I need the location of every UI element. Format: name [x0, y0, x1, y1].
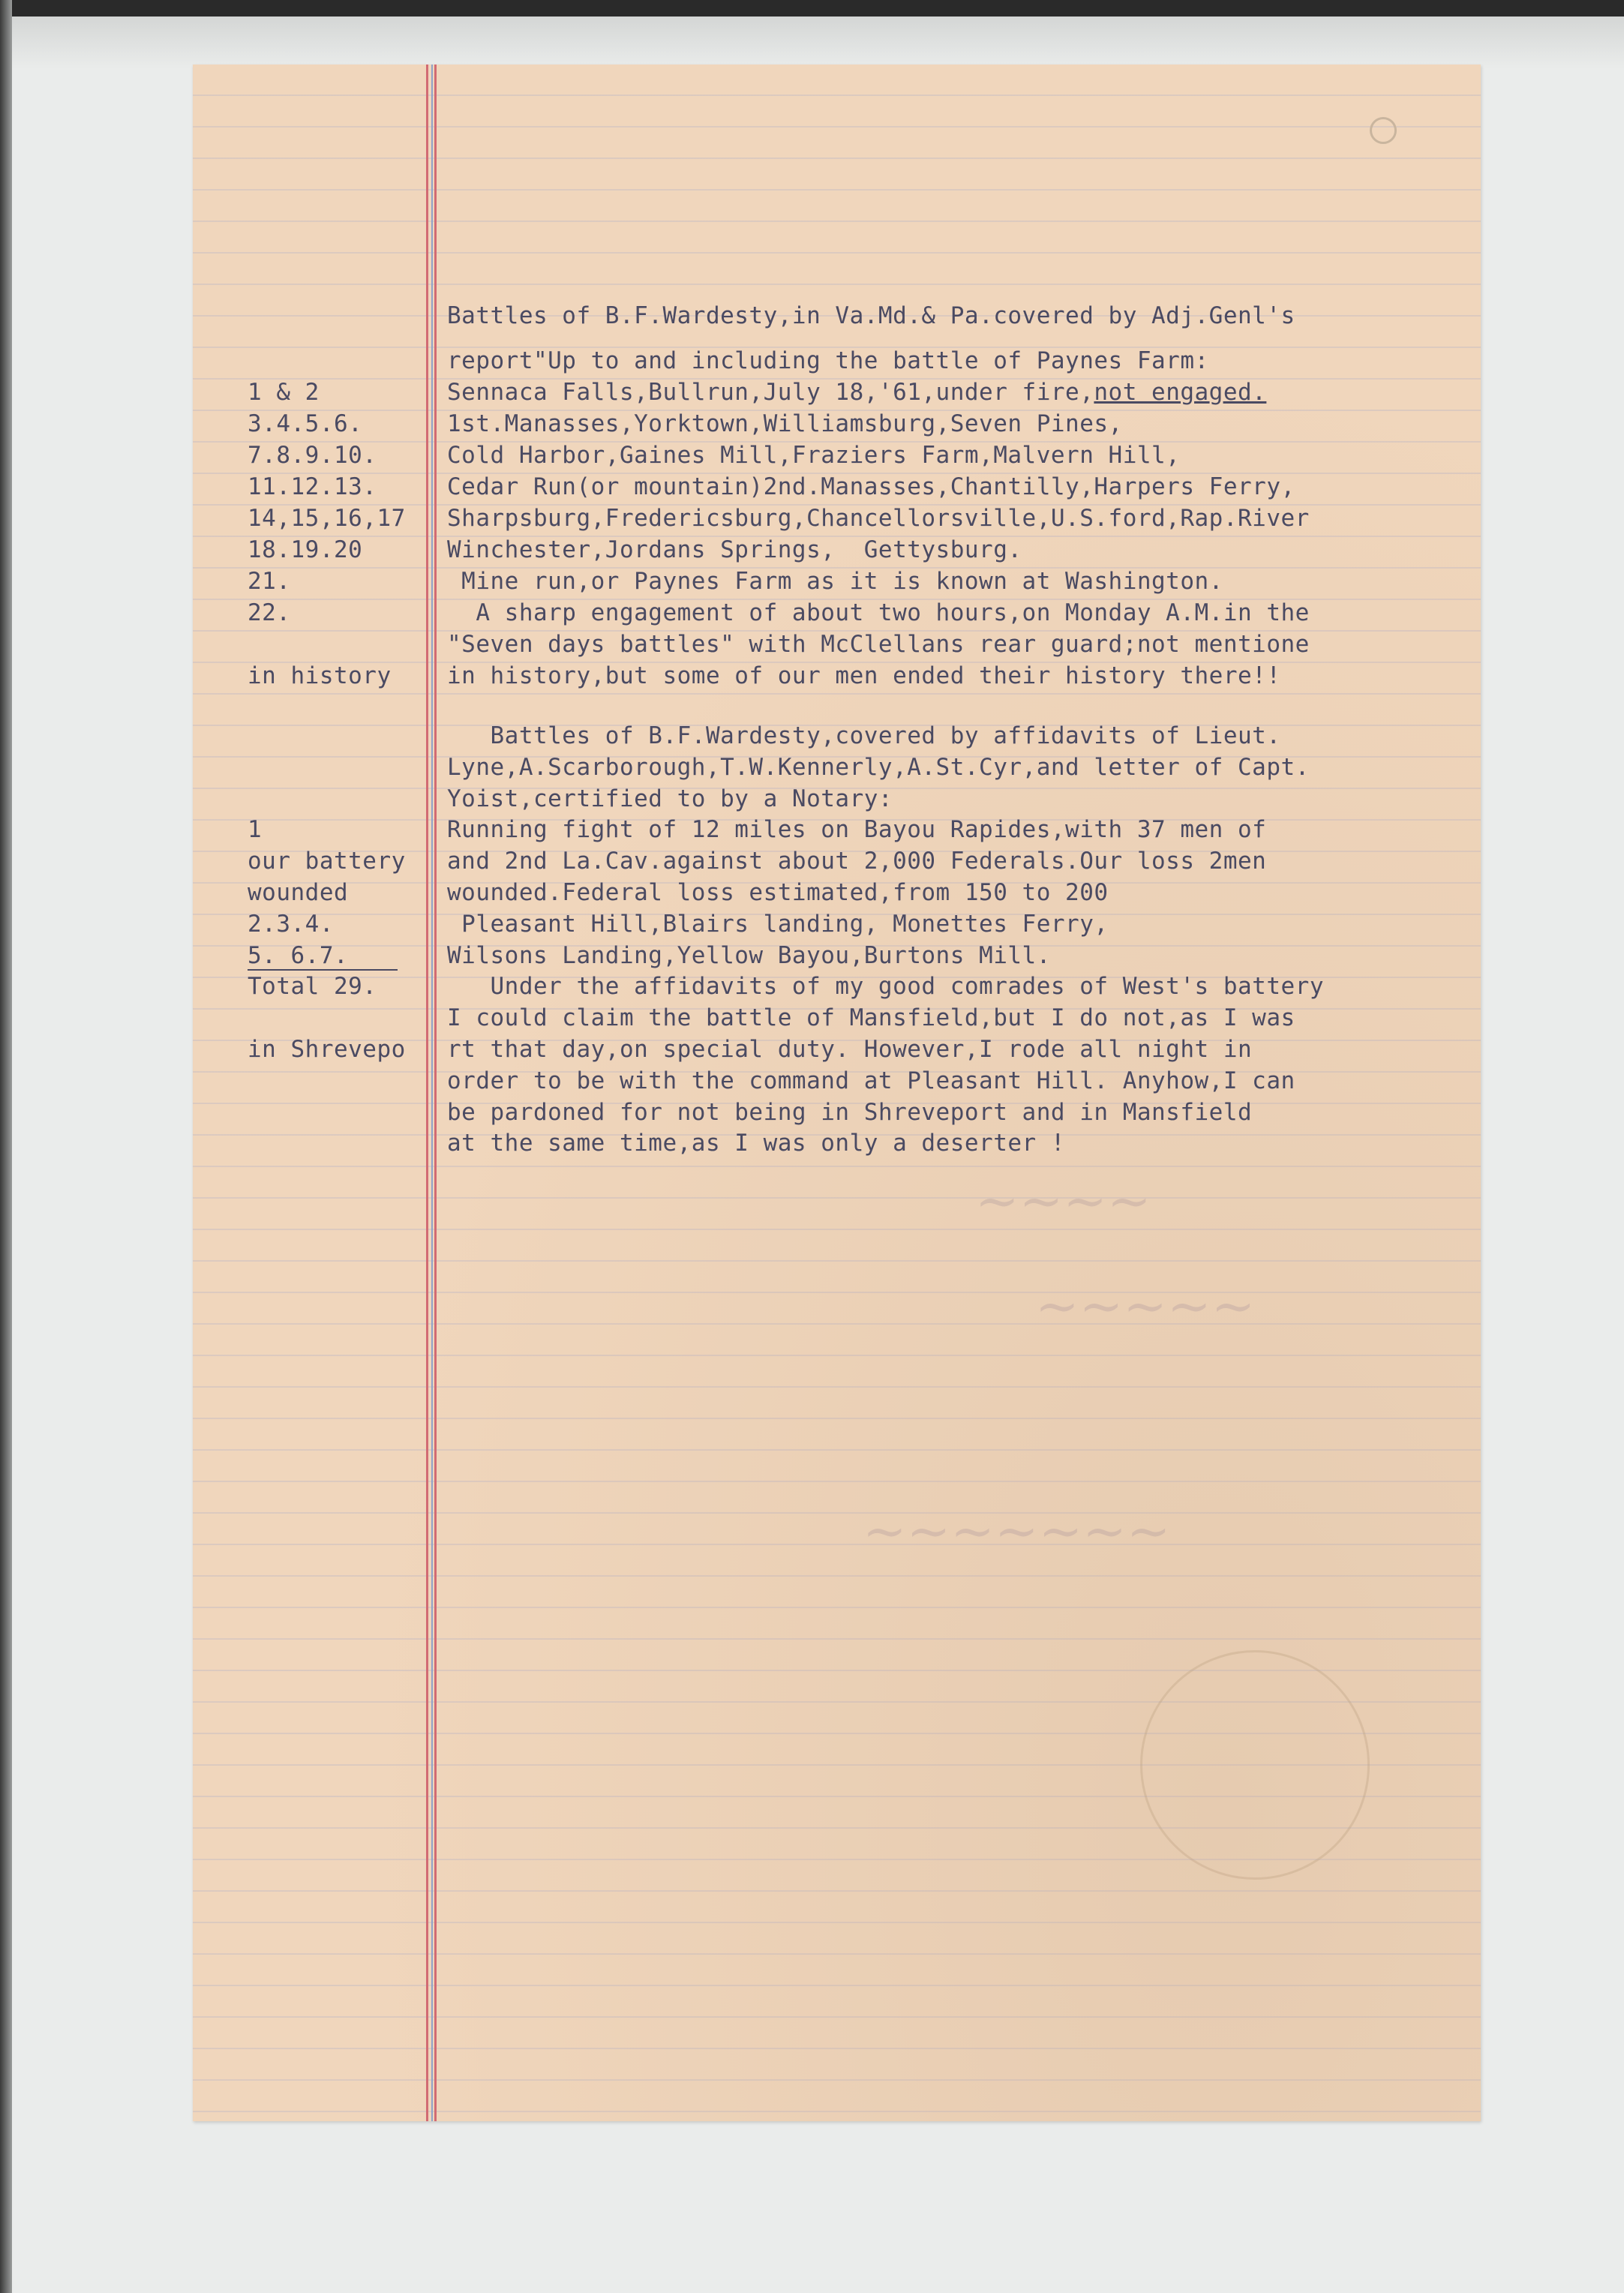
margin-note: 11.12.13. [248, 473, 377, 500]
total-underline [248, 969, 398, 971]
typed-line: Winchester,Jordans Springs, Gettysburg. [447, 536, 1022, 563]
margin-note: 1 & 2 [248, 379, 320, 406]
bleed-through-handwriting: ~~~~~~~ [863, 1500, 1171, 1562]
typed-line: A sharp engagement of about two hours,on Monday A.M.in the [447, 599, 1310, 626]
typed-line: Yoist,certified to by a Notary: [447, 785, 893, 812]
margin-note: 14,15,16,17 [248, 505, 406, 532]
scanner-shadow [12, 17, 1624, 69]
typed-line: I could claim the battle of Mansfield,but I do not,as I was [447, 1004, 1295, 1032]
typed-line: rt that day,on special duty. However,I rode all night in [447, 1036, 1253, 1063]
typed-line: Battles of B.F.Wardesty,covered by affidavits of Lieut. [447, 722, 1281, 749]
typed-line: Cedar Run(or mountain)2nd.Manasses,Chantilly,Harpers Ferry, [447, 473, 1295, 500]
punch-hole [1370, 117, 1397, 144]
typed-line: Cold Harbor,Gaines Mill,Fraziers Farm,Malvern Hill, [447, 442, 1181, 469]
typed-line: "Seven days battles" with McClellans rear guard;not mentione [447, 631, 1310, 658]
underlined-text: not engaged. [1094, 379, 1267, 406]
bleed-through-handwriting: ~~~~~ [1035, 1275, 1256, 1337]
margin-note: 7.8.9.10. [248, 442, 377, 469]
scanner-top-edge [0, 0, 1624, 17]
typed-line: Pleasant Hill,Blairs landing, Monettes Ferry, [447, 910, 1109, 938]
margin-note: in Shrevepo [248, 1036, 406, 1063]
margin-note: 1 [248, 816, 263, 844]
margin-note: our battery [248, 848, 406, 875]
typed-line: 1st.Manasses,Yorktown,Williamsburg,Seven Pines, [447, 410, 1123, 437]
typed-line: Sharpsburg,Fredericsburg,Chancellorsville,U.S.ford,Rap.River [447, 505, 1310, 532]
typed-line: order to be with the command at Pleasant Hill. Anyhow,I can [447, 1067, 1295, 1094]
typed-line: and 2nd La.Cav.against about 2,000 Federals.Our loss 2men [447, 848, 1267, 875]
typed-line: Wilsons Landing,Yellow Bayou,Burtons Mill. [447, 941, 1051, 969]
margin-note: wounded [248, 879, 349, 906]
typed-line: report"Up to and including the battle of Paynes Farm: [447, 347, 1209, 374]
scanner-left-edge [0, 0, 12, 2293]
margin-note: 21. [248, 568, 291, 595]
typed-line: at the same time,as I was only a deserter ! [447, 1130, 1066, 1157]
embossed-seal [1140, 1650, 1370, 1880]
typed-line: Mine run,or Paynes Farm as it is known at Washington. [447, 568, 1223, 595]
typed-line: Lyne,A.Scarborough,T.W.Kennerly,A.St.Cyr,and letter of Capt. [447, 753, 1310, 781]
typed-line: Running fight of 12 miles on Bayou Rapides,with 37 men of [447, 816, 1267, 844]
margin-note: 2.3.4. [248, 910, 334, 938]
margin-note: 22. [248, 599, 291, 626]
margin-note: 18.19.20 [248, 536, 363, 563]
margin-note: Total 29. [248, 973, 377, 1001]
typed-line: be pardoned for not being in Shreveport and in Mansfield [447, 1098, 1253, 1126]
typed-line: Under the affidavits of my good comrades of West's battery [447, 973, 1324, 1001]
margin-rule [426, 65, 437, 2121]
margin-note: in history [248, 662, 392, 689]
typed-line: Sennaca Falls,Bullrun,July 18,'61,under fire,not engaged. [447, 379, 1267, 406]
margin-note: 5. 6.7. [248, 941, 349, 969]
typed-line: wounded.Federal loss estimated,from 150 to 200 [447, 879, 1109, 906]
typed-line: in history,but some of our men ended their history there!! [447, 662, 1281, 689]
margin-note: 3.4.5.6. [248, 410, 363, 437]
bleed-through-handwriting: ~~~~ [975, 1170, 1151, 1232]
document-heading: Battles of B.F.Wardesty,in Va.Md.& Pa.covered by Adj.Genl's [447, 302, 1295, 329]
